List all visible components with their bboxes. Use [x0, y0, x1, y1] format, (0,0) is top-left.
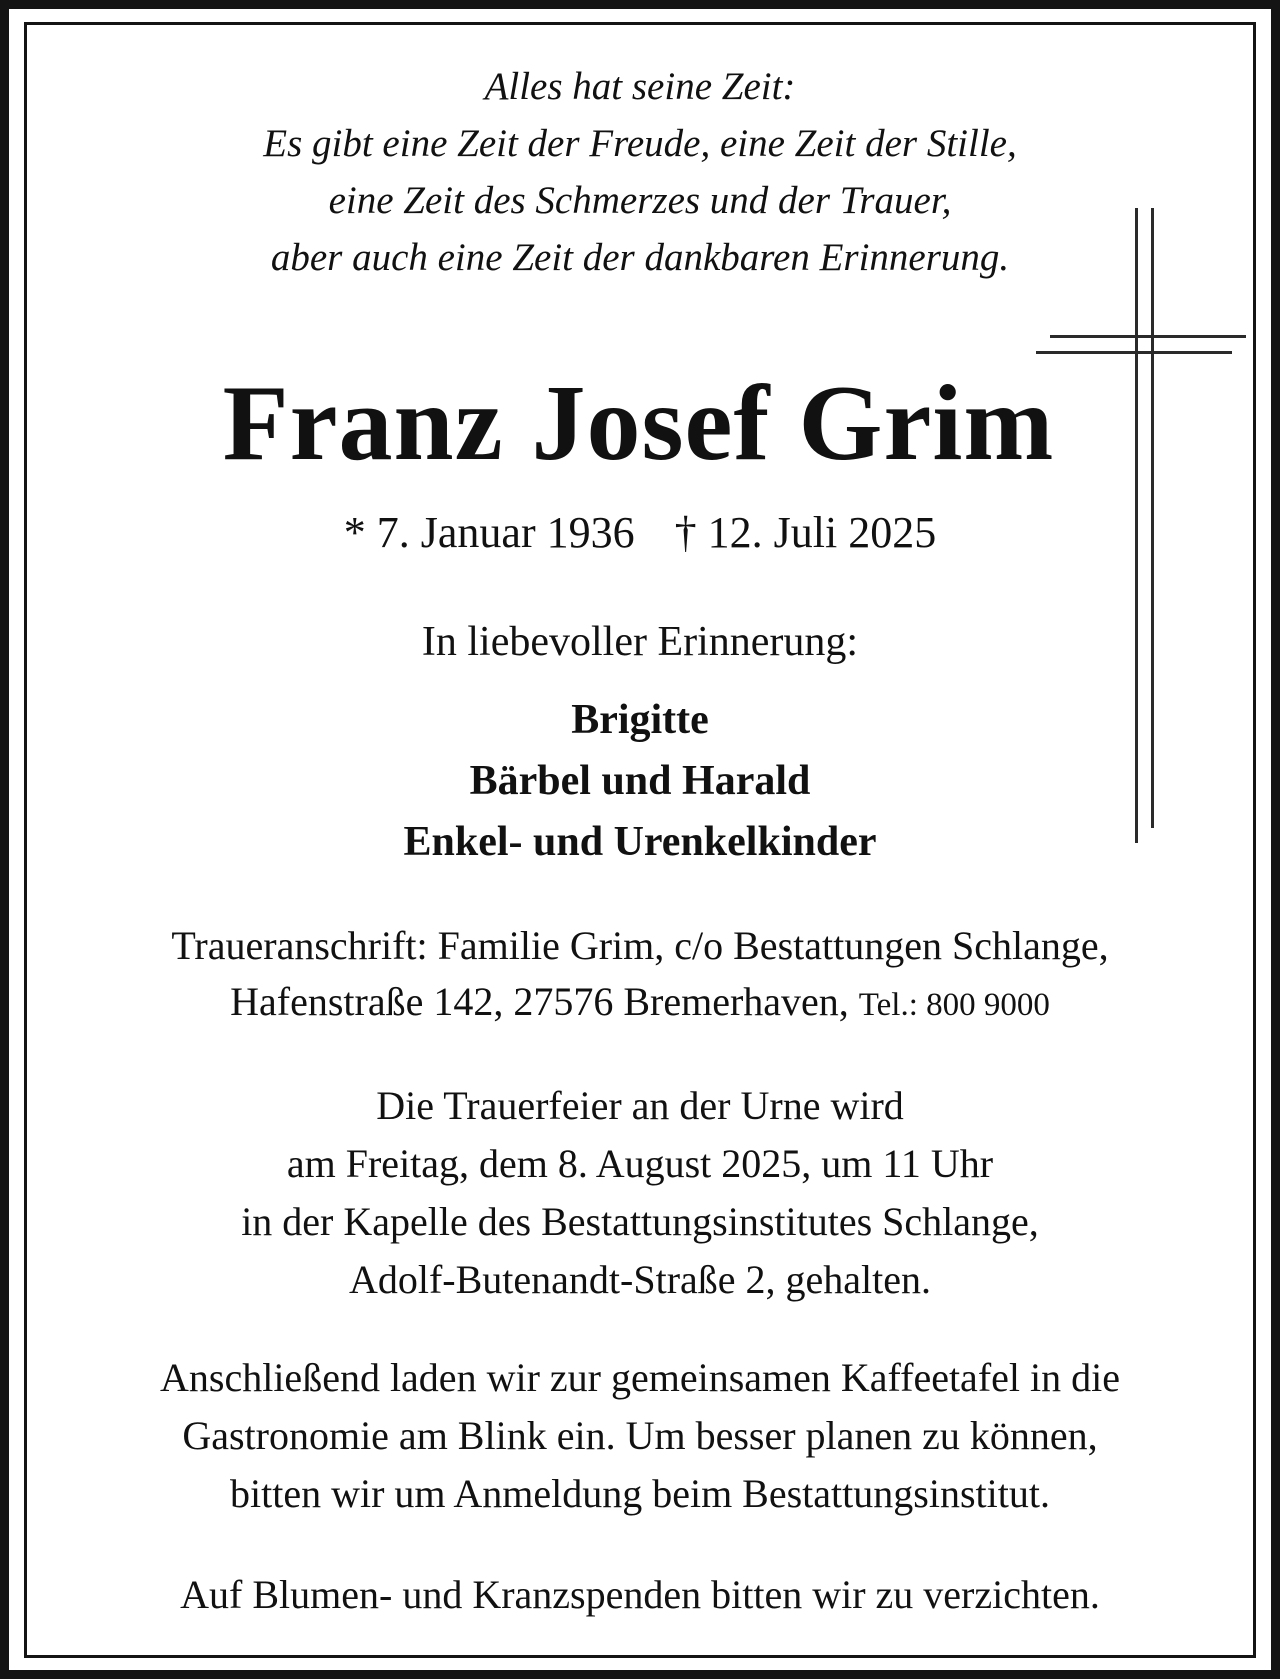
- coffee-reception-info: [40, 1349, 1240, 1523]
- mourner-name: Bärbel und Harald: [469, 758, 811, 804]
- mourners-list: [40, 690, 1240, 873]
- address-line: [40, 974, 1240, 1033]
- service-line: Adolf-Butenandt-Straße 2, gehalten.: [348, 1257, 932, 1302]
- service-line: Die Trauerfeier an der Urne wird: [376, 1083, 904, 1128]
- life-dates: [40, 503, 1240, 563]
- mourner-name: Brigitte: [571, 697, 709, 743]
- death-date: † 12. Juli 2025: [674, 508, 937, 557]
- mourning-address: [40, 918, 1240, 1033]
- motto-line: Alles hat seine Zeit:: [484, 65, 796, 108]
- cross-horizontal-bar-top: [1050, 335, 1246, 338]
- funeral-service-info: [40, 1077, 1240, 1309]
- coffee-line: bitten wir um Anmeldung beim Bestattungsinstitut.: [230, 1471, 1050, 1516]
- coffee-line: Gastronomie am Blink ein. Um besser planen zu können,: [182, 1413, 1098, 1458]
- birth-date: * 7. Januar 1936: [343, 508, 635, 557]
- motto-line: eine Zeit des Schmerzes und der Trauer,: [328, 179, 952, 222]
- motto-line: aber auch eine Zeit der dankbaren Erinnerung.: [270, 236, 1010, 279]
- address-street: Hafenstraße 142, 27576 Bremerhaven,: [230, 979, 849, 1024]
- coffee-line: Anschließend laden wir zur gemeinsamen Kaffeetafel in die: [160, 1355, 1120, 1400]
- flowers-note: Auf Blumen- und Kranzspenden bitten wir zu verzichten.: [180, 1572, 1100, 1617]
- mourner-name: Enkel- und Urenkelkinder: [403, 819, 877, 865]
- motto-line: Es gibt eine Zeit der Freude, eine Zeit der Stille,: [263, 122, 1017, 165]
- cross-horizontal-bar-bottom: [1036, 351, 1232, 354]
- deceased-name: Franz Josef Grim: [222, 364, 1055, 483]
- phone-number: Tel.: 800 9000: [858, 987, 1050, 1023]
- service-line: am Freitag, dem 8. August 2025, um 11 Uhr: [286, 1141, 994, 1186]
- service-line: in der Kapelle des Bestattungsinstitutes Schlange,: [241, 1199, 1039, 1244]
- address-line: Traueranschrift: Familie Grim, c/o Bestattungen Schlange,: [171, 923, 1109, 968]
- memory-heading: In liebevoller Erinnerung:: [421, 619, 859, 665]
